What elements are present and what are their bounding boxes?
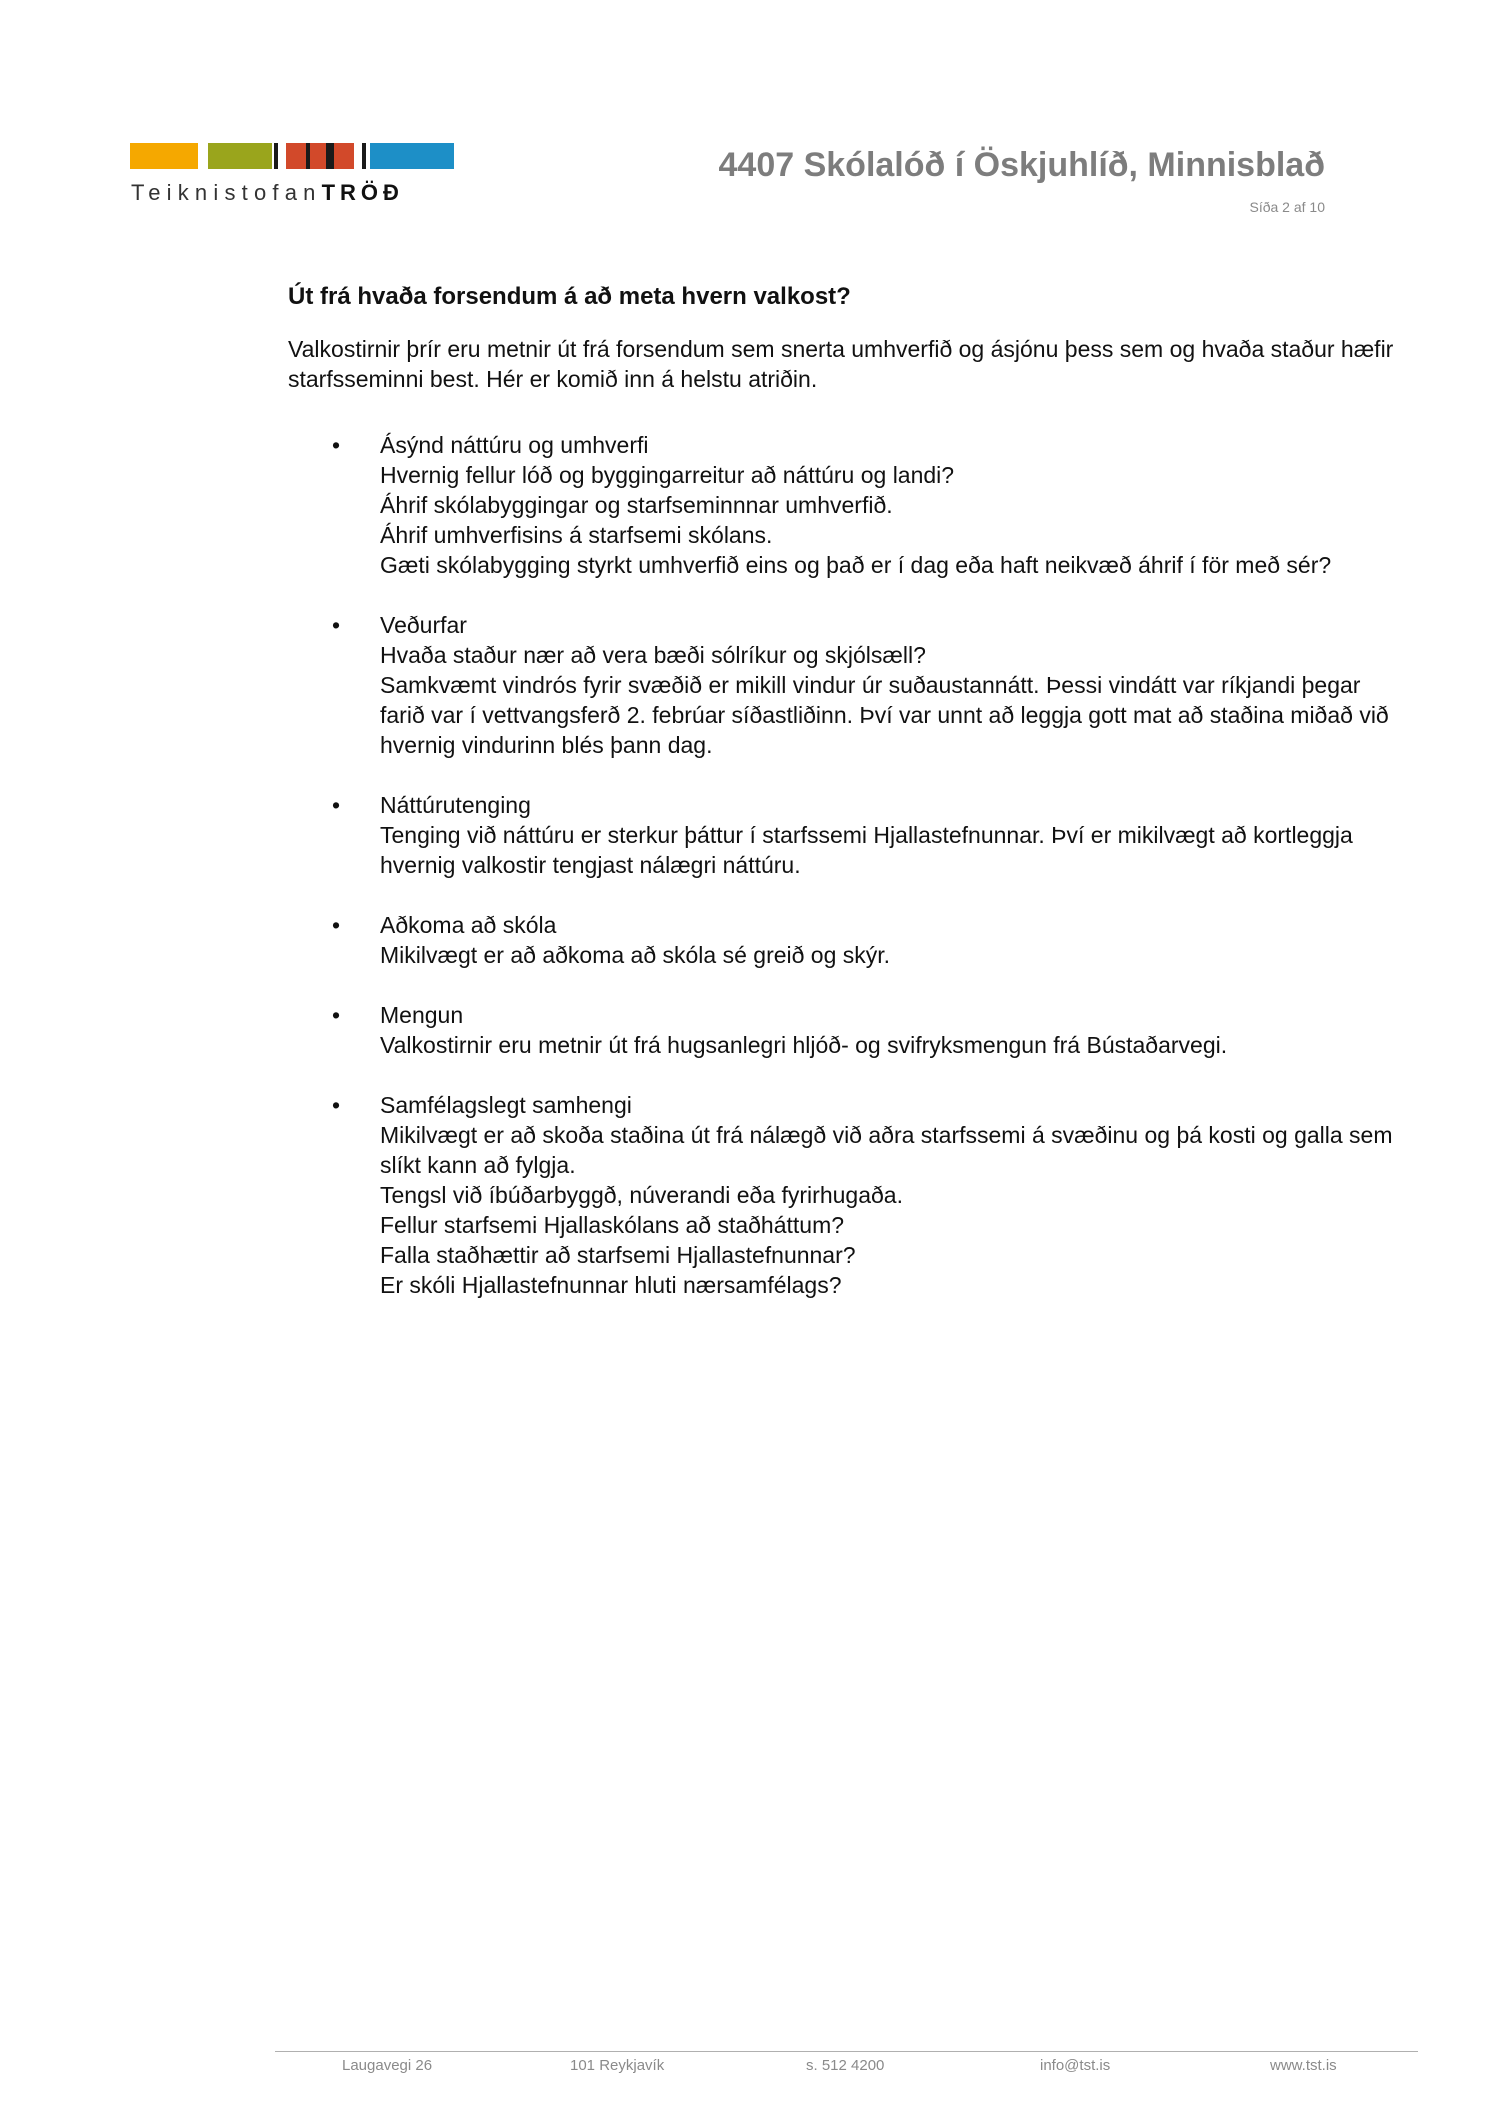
list-item-title: Náttúrutenging — [380, 792, 531, 818]
list-item-line: Gæti skólabygging styrkt umhverfið eins og það er í dag eða haft neikvæð áhrif í för með sér? — [380, 552, 1332, 578]
bullet-marker: • — [332, 1092, 341, 1118]
list-item — [288, 430, 1408, 580]
list-item-line: Áhrif umhverfisins á starfsemi skólans. — [380, 522, 773, 548]
list-item — [288, 610, 1408, 760]
list-item-title: Samfélagslegt samhengi — [380, 1092, 632, 1118]
bullet-marker: • — [332, 432, 341, 458]
footer-city: 101 Reykjavík — [570, 2057, 665, 2074]
company-logo — [130, 143, 460, 213]
list-item — [288, 1000, 1408, 1060]
list-item-line: Hvaða staður nær að vera bæði sólríkur og skjólsæll? — [380, 642, 926, 668]
list-item-line: Tengsl við íbúðarbyggð, núverandi eða fyrirhugaða. — [380, 1182, 903, 1208]
bullet-marker: • — [332, 1002, 341, 1028]
bullet-marker: • — [332, 612, 341, 638]
logo-brand-light: Teiknistofan — [131, 180, 322, 205]
list-item-line: Valkostirnir eru metnir út frá hugsanlegri hljóð- og svifryksmengun frá Bústaðarvegi. — [380, 1032, 1228, 1058]
logo-bar-dark — [362, 143, 366, 169]
section-heading: Út frá hvaða forsendum á að meta hvern valkost? — [288, 283, 851, 310]
intro-paragraph: Valkostirnir þrír eru metnir út frá forsendum sem snerta umhverfið og ásjónu þess sem og hvaða staður hæfir starfsseminni best. Hér er komið inn á helstu atriðin. — [288, 336, 1394, 392]
list-item-line: Tenging við náttúru er sterkur þáttur í starfssemi Hjallastefnunnar. Því er mikilvægt að kortleggja hvernig valkostir tengjast nálægri náttúru. — [380, 822, 1353, 878]
logo-bar-green — [208, 143, 272, 169]
list-item-line: Fellur starfsemi Hjallaskólans að staðháttum? — [380, 1212, 845, 1238]
list-item-line: Mikilvægt er að aðkoma að skóla sé greið og skýr. — [380, 942, 891, 968]
list-item — [288, 790, 1408, 880]
list-item — [288, 1090, 1408, 1300]
logo-color-bars — [130, 143, 454, 169]
list-item-title: Mengun — [380, 1002, 464, 1028]
list-item-line: Falla staðhættir að starfsemi Hjallastefnunnar? — [380, 1242, 856, 1268]
bullet-marker: • — [332, 792, 341, 818]
list-item-line: Samkvæmt vindrós fyrir svæðið er mikill vindur úr suðaustannátt. Þessi vindátt var ríkjandi þegar farið var í vettvangsferð 2. febrúar síðastliðinn. Því var unnt að leggja gott mat að staðina miðað við hvernig vindurinn blés þann dag. — [380, 672, 1389, 758]
footer-address: Laugavegi 26 — [342, 2057, 433, 2074]
list-item-title: Veðurfar — [380, 612, 467, 638]
logo-bar-dark — [306, 143, 310, 169]
criteria-list — [288, 430, 1408, 1300]
document-title: 4407 Skólalóð í Öskjuhlíð, Minnisblað — [718, 146, 1325, 184]
footer-email[interactable]: info@tst.is — [1040, 2057, 1111, 2074]
bullet-marker: • — [332, 912, 341, 938]
logo-bar-dark — [274, 143, 278, 169]
list-item-title: Ásýnd náttúru og umhverfi — [380, 432, 649, 458]
logo-bar-red — [286, 143, 354, 169]
footer-phone: s. 512 4200 — [806, 2057, 885, 2074]
logo-bar-dark — [326, 143, 334, 169]
document-body — [288, 282, 1408, 1330]
page-number: Síða 2 af 10 — [1249, 199, 1325, 215]
footer-divider — [275, 2051, 1418, 2052]
list-item-line: Er skóli Hjallastefnunnar hluti nærsamfélags? — [380, 1272, 842, 1298]
logo-bar-orange — [130, 143, 198, 169]
list-item-line: Áhrif skólabyggingar og starfseminnnar umhverfið. — [380, 492, 893, 518]
footer-website[interactable]: www.tst.is — [1270, 2057, 1337, 2074]
list-item-line: Mikilvægt er að skoða staðina út frá nálægð við aðra starfssemi á svæðinu og þá kosti og galla sem slíkt kann að fylgja. — [380, 1122, 1393, 1178]
list-item — [288, 910, 1408, 970]
list-item-line: Hvernig fellur lóð og byggingarreitur að náttúru og landi? — [380, 462, 955, 488]
logo-bar-blue — [370, 143, 454, 169]
logo-brand-bold: TRÖÐ — [321, 180, 404, 205]
list-item-title: Aðkoma að skóla — [380, 912, 557, 938]
logo-wordmark — [131, 180, 404, 206]
